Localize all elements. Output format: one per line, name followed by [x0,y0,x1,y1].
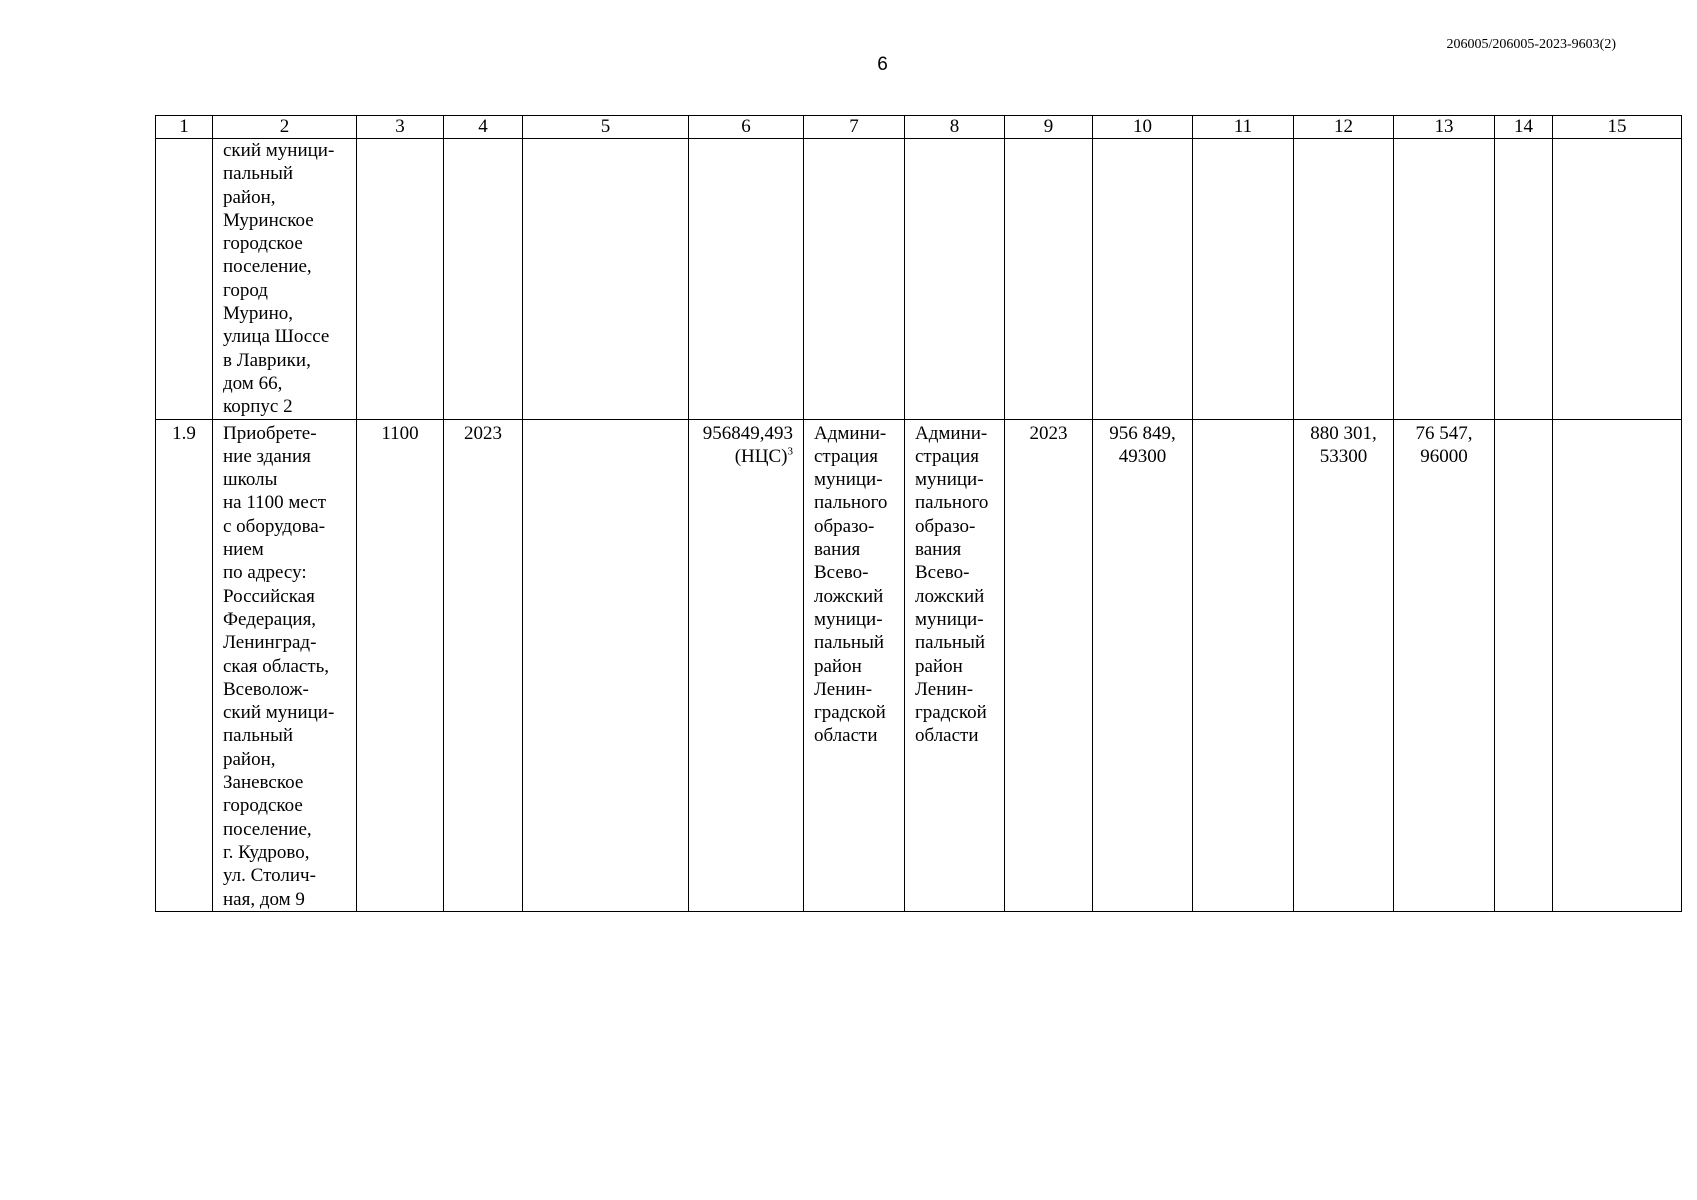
text-line: городское [223,233,303,255]
table-cell [1495,139,1553,420]
column-header: 12 [1294,116,1394,139]
table-cell [1294,139,1394,420]
column-header: 4 [444,116,523,139]
text-line: школы [223,469,278,491]
table-cell [1553,419,1682,911]
column-header: 5 [523,116,689,139]
table-cell [1193,139,1294,420]
text-line: Всево- [915,562,970,584]
document-id: 206005/206005-2023-9603(2) [1446,37,1616,52]
text-line: области [814,725,878,747]
table-cell [523,139,689,420]
developer-cell [905,419,1005,911]
text-line: 53300 [1319,445,1368,467]
text-line: пальный [223,725,294,747]
column-header: 2 [213,116,357,139]
text-line: Админи- [814,422,887,444]
table-row-1-9 [156,419,1682,911]
text-line: муници- [814,469,883,491]
table-cell [1005,139,1093,420]
amount-cell [1294,419,1394,911]
text-line: муници- [814,608,883,630]
amount-cell [1394,419,1495,911]
text-line: пального [814,492,888,514]
estimated-cost-cell [689,419,804,911]
text-line: Админи- [915,422,988,444]
table-cell [156,139,213,420]
column-header: 13 [1394,116,1495,139]
column-number-row [156,116,1682,139]
text-line: с оборудова- [223,515,326,537]
text-line: образо- [915,515,976,537]
text-line: район, [223,748,276,770]
text-line: район, [223,186,276,208]
text-line: дом 66, [223,372,283,394]
table-cell [444,139,523,420]
column-header: 9 [1005,116,1093,139]
column-header: 14 [1495,116,1553,139]
table-cell [804,139,905,420]
column-header: 10 [1093,116,1193,139]
year-cell: 2023 [444,419,523,911]
text-line: пальный [915,632,986,654]
text-line: нием [223,539,264,561]
text-line: области [915,725,979,747]
text-line: район [915,655,963,677]
year-cell: 2023 [1005,419,1093,911]
table-cell [905,139,1005,420]
table-cell [1093,139,1193,420]
object-description-cell [213,419,357,911]
text-line: ская область, [223,655,330,677]
text-line: Всеволож- [223,678,309,700]
capacity-cell: 1100 [357,419,444,911]
text-line: Федерация, [223,608,317,630]
text-line: Муринское [223,209,314,231]
text-line: ский муници- [223,140,335,161]
text-line: градской [814,702,886,724]
text-line: 76 547, [1415,422,1473,444]
text-line: ложский [915,585,985,607]
text-line: 49300 [1118,445,1167,467]
text-line: пального [915,492,989,514]
text-line: корпус 2 [223,396,293,418]
text-line: район [814,655,862,677]
column-header: 6 [689,116,804,139]
data-table [155,115,1682,912]
text-line: муници- [915,469,984,491]
table-row-continuation [156,139,1682,420]
text-line: ул. Столич- [223,865,316,887]
text-line: городское [223,795,303,817]
text-line: в Лаврики, [223,349,311,371]
text-line: (НЦС)$^3$ [734,445,793,467]
text-line: 956 849, [1109,422,1176,444]
customer-cell [804,419,905,911]
text-line: ная, дом 9 [223,888,305,910]
row-number-cell: 1.9 [156,419,213,911]
text-line: образо- [814,515,875,537]
text-line: пальный [814,632,885,654]
text-line: Ленин- [915,678,974,700]
text-line: Всево- [814,562,869,584]
table-cell [1193,419,1294,911]
text-line: Мурино, [223,303,294,325]
column-header: 7 [804,116,905,139]
text-line: Российская [223,585,315,607]
text-line: пальный [223,163,294,185]
text-line: страция [814,445,878,467]
text-line: страция [915,445,979,467]
table-cell [523,419,689,911]
text-line: на 1100 мест [223,492,327,514]
column-header: 15 [1553,116,1682,139]
text-line: вания [814,539,861,561]
text-line: вания [915,539,962,561]
text-line: Приобрете- [223,422,317,444]
text-line: Заневское [223,772,304,794]
address-cell [213,139,357,420]
text-line: муници- [915,608,984,630]
text-line: г. Кудрово, [223,841,310,863]
text-line: 880 301, [1310,422,1377,444]
text-line: ский муници- [223,702,335,724]
text-line: по адресу: [223,562,307,584]
text-line: градской [915,702,987,724]
table-cell [1394,139,1495,420]
text-line: 96000 [1420,445,1468,467]
column-header: 11 [1193,116,1294,139]
text-line: улица Шоссе [223,326,330,348]
amount-cell [1093,419,1193,911]
text-line: поселение, [223,256,312,278]
footnote-mark: 3 [787,445,793,458]
text-line: город [223,279,268,301]
text-line: Ленинград- [223,632,317,654]
table-cell [1553,139,1682,420]
table-cell [357,139,444,420]
table-cell [689,139,804,420]
column-header: 3 [357,116,444,139]
text-line: Ленин- [814,678,873,700]
text-line: поселение, [223,818,312,840]
page-number: 6 [877,54,888,75]
column-header: 8 [905,116,1005,139]
text-line: ние здания [223,445,311,467]
text-line: ложский [814,585,884,607]
text-line: 956849,493 [702,422,793,444]
table-cell [1495,419,1553,911]
column-header: 1 [156,116,213,139]
